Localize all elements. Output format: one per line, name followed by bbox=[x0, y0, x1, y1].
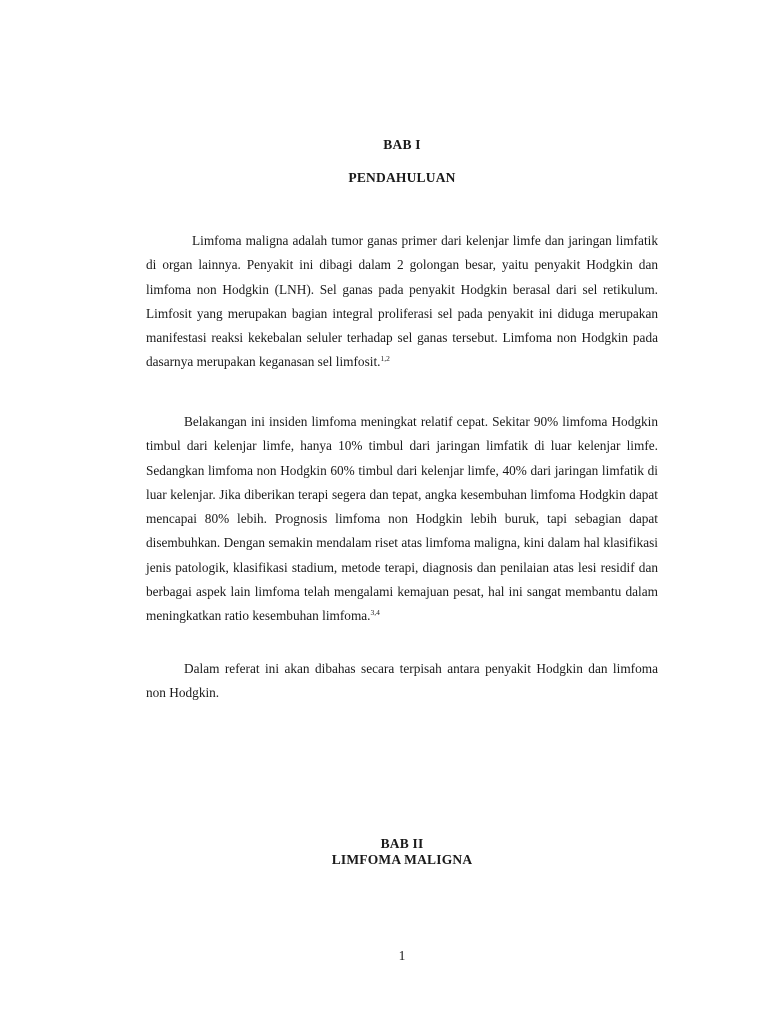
paragraph-1 bbox=[146, 229, 658, 375]
paragraph-3 bbox=[146, 657, 658, 706]
paragraph-3-text: Dalam referat ini akan dibahas secara terpisah antara penyakit Hodgkin dan limfoma non Hodgkin. bbox=[146, 661, 658, 701]
chapter-1-number: BAB I bbox=[383, 137, 421, 152]
chapter-2-title: LIMFOMA MALIGNA bbox=[331, 852, 473, 867]
chapter-2-number: BAB II bbox=[380, 836, 424, 851]
page-number: 1 bbox=[398, 948, 406, 963]
paragraph-2-text: Belakangan ini insiden limfoma meningkat relatif cepat. Sekitar 90% limfoma Hodgkin timbul dari kelenjar limfe, hanya 10% timbul dari jaringan limfatik di luar kelenjar limfe. Sedangkan limfoma non Hodgkin 60% timbul dari kelenjar limfe, 40% dari jaringan limfatik di luar kelenjar. Jika diberikan terapi segera dan tepat, angka kesembuhan limfoma Hodgkin dapat mencapai 80% lebih. Prognosis limfoma non Hodgkin lebih buruk, tapi sebagian dapat disembuhkan. Dengan semakin mendalam riset atas limfoma maligna, kini dalam hal klasifikasi jenis patologik, klasifikasi stadium, metode terapi, diagnosis dan penilaian atas lesi residif dan berbagai aspek lain limfoma telah mengalami kemajuan pesat, hal ini sangat membantu dalam meningkatkan ratio kesembuhan limfoma. bbox=[146, 414, 658, 624]
paragraph-1-text: Limfoma maligna adalah tumor ganas primer dari kelenjar limfe dan jaringan limfatik di organ lainnya. Penyakit ini dibagi dalam 2 golongan besar, yaitu penyakit Hodgkin dan limfoma non Hodgkin (LNH). Sel ganas pada penyakit Hodgkin berasal dari sel retikulum. Limfosit yang merupakan bagian integral proliferasi sel pada penyakit ini diduga merupakan manifestasi reaksi kekebalan seluler terhadap sel ganas tersebut. Limfoma non Hodgkin pada dasarnya merupakan keganasan sel limfosit. bbox=[146, 233, 658, 370]
citation-2: 3,4 bbox=[370, 608, 380, 618]
citation-1: 1,2 bbox=[380, 354, 390, 364]
chapter-1-title: PENDAHULUAN bbox=[348, 170, 456, 185]
paragraph-2 bbox=[146, 410, 658, 629]
